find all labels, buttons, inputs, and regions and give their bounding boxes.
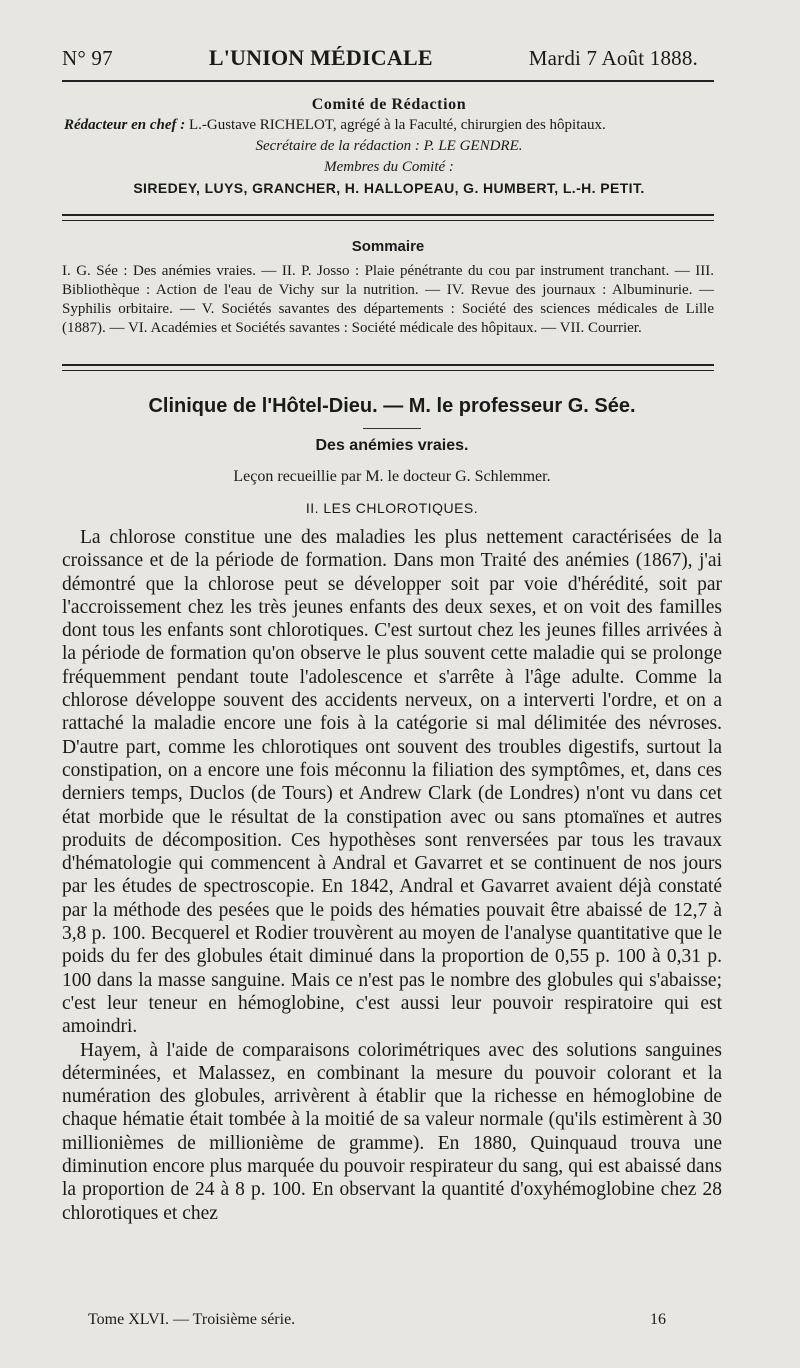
issue-number: N° 97 bbox=[62, 46, 113, 70]
chief-editor-label: Rédacteur en chef : bbox=[64, 117, 186, 133]
issue-date: Mardi 7 Août 1888. bbox=[528, 46, 698, 70]
tome-label: Tome XLVI. — Troisième série. bbox=[88, 1311, 296, 1328]
summary-block bbox=[62, 237, 714, 338]
chief-editor-value: L.-Gustave RICHELOT, agrégé à la Faculté, chirurgien des hôpitaux. bbox=[188, 117, 606, 133]
clinic-heading: Clinique de l'Hôtel-Dieu. — M. le professeur G. Sée. bbox=[148, 395, 636, 417]
members-label: Membres du Comité : bbox=[324, 159, 454, 175]
article bbox=[62, 395, 722, 1225]
committee-rule bbox=[62, 214, 714, 221]
article-byline: Leçon recueillie par M. le docteur G. Schlemmer. bbox=[233, 468, 551, 485]
chief-editor-line bbox=[64, 115, 714, 136]
committee-heading: Comité de Rédaction bbox=[311, 96, 467, 113]
journal-title: L'UNION MÉDICALE bbox=[208, 45, 433, 70]
article-body bbox=[62, 526, 722, 1225]
summary-text: I. G. Sée : Des anémies vraies. — II. P. Josso : Plaie pénétrante du cou par instrument tranchant. — III. Bibliothèque : Action de l'eau de Vichy sur la nutrition. — IV. Revue des journaux : Albuminurie. — Syphilis orbitaire. — V. Sociétés savantes des départements : Société des sciences médicales de Lille (1887). — VI. Académies et Sociétés savantes : Société médicale des hôpitaux. — VII. Courrier. bbox=[62, 263, 714, 336]
members-list: SIREDEY, LUYS, GRANCHER, H. HALLOPEAU, G. HUMBERT, L.-H. PETIT. bbox=[133, 180, 645, 196]
summary-rule bbox=[62, 364, 714, 371]
section-heading: II. LES CHLOROTIQUES. bbox=[305, 500, 479, 516]
header-rule bbox=[62, 80, 714, 82]
running-head bbox=[62, 45, 698, 71]
summary-heading: Sommaire bbox=[351, 238, 425, 255]
article-title: Des anémies vraies. bbox=[315, 437, 469, 454]
signature-mark: 16 bbox=[650, 1311, 666, 1328]
secretary-line: Secrétaire de la rédaction : P. LE GENDRE. bbox=[255, 138, 523, 154]
page-footer bbox=[88, 1311, 666, 1329]
paragraph: La chlorose constitue une des maladies les plus nettement caractérisées de la croissance et de la période de formation. Dans mon Traité des anémies (1867), j'ai démontré que la chlorose peut se développer soit par voie d'hérédité, soit par l'accroissement chez les très jeunes enfants des deux sexes, et on voit des familles dont tous les enfants sont chlorotiques. C'est surtout chez les jeunes filles arrivées à la période de formation qu'on observe le plus souvent cette maladie qui se prolonge fréquemment pendant toute l'adolescence et s'arrête à l'âge adulte. Comme la chlorose développe souvent des accidents nerveux, on a interverti l'ordre, et on a rattaché la maladie encore une fois à la catégorie si mal délimitée des névroses. D'autre part, comme les chlorotiques ont souvent des troubles digestifs, surtout la constipation, on a encore une fois méconnu la filiation des symptômes, et, dans ces derniers temps, Duclos (de Tours) et Andrew Clark (de Londres) n'ont vu dans cet état morbide que le résultat de la constipation avec ou sans ptomaïnes et autres produits de décomposition. Ces hypothèses sont renversées par tous les travaux d'hématologie qui commencent à Andral et Gavarret et se continuent de nos jours par les études de spectroscopie. En 1842, Andral et Gavarret avaient déjà constaté par la méthode des pesées que le poids des hématies pouvait être abaissé de 12,7 à 3,8 p. 100. Becquerel et Rodier trouvèrent au moyen de l'analyse quantitative que le poids du fer des globules était diminué dans la proportion de 0,55 p. 100 à 0,31 p. 100 dans la masse sanguine. Mais ce n'est pas le nombre des globules qui s'abaisse; c'est leur teneur en hémoglobine, c'est aussi leur pouvoir respiratoire qui est amoindri. bbox=[62, 527, 722, 1038]
title-rule bbox=[363, 428, 421, 429]
editorial-committee bbox=[64, 94, 714, 199]
paragraph: Hayem, à l'aide de comparaisons colorimétriques avec des solutions sanguines déterminées, et Malassez, en combinant la mesure du pouvoir colorant et la numération des globules, arrivèrent à établir que la richesse en hémoglobine de chaque hématie était tombée à la moitié de sa valeur normale (qu'ils estimèrent à 30 millionièmes de millionième de gramme). En 1880, Quinquaud trouva une diminution encore plus marquée du pouvoir respirateur du sang, qui est abaissé dans la proportion de 24 à 8 p. 100. En observant la quantité d'oxyhémoglobine chez 28 chlorotiques et chez bbox=[62, 1039, 722, 1224]
